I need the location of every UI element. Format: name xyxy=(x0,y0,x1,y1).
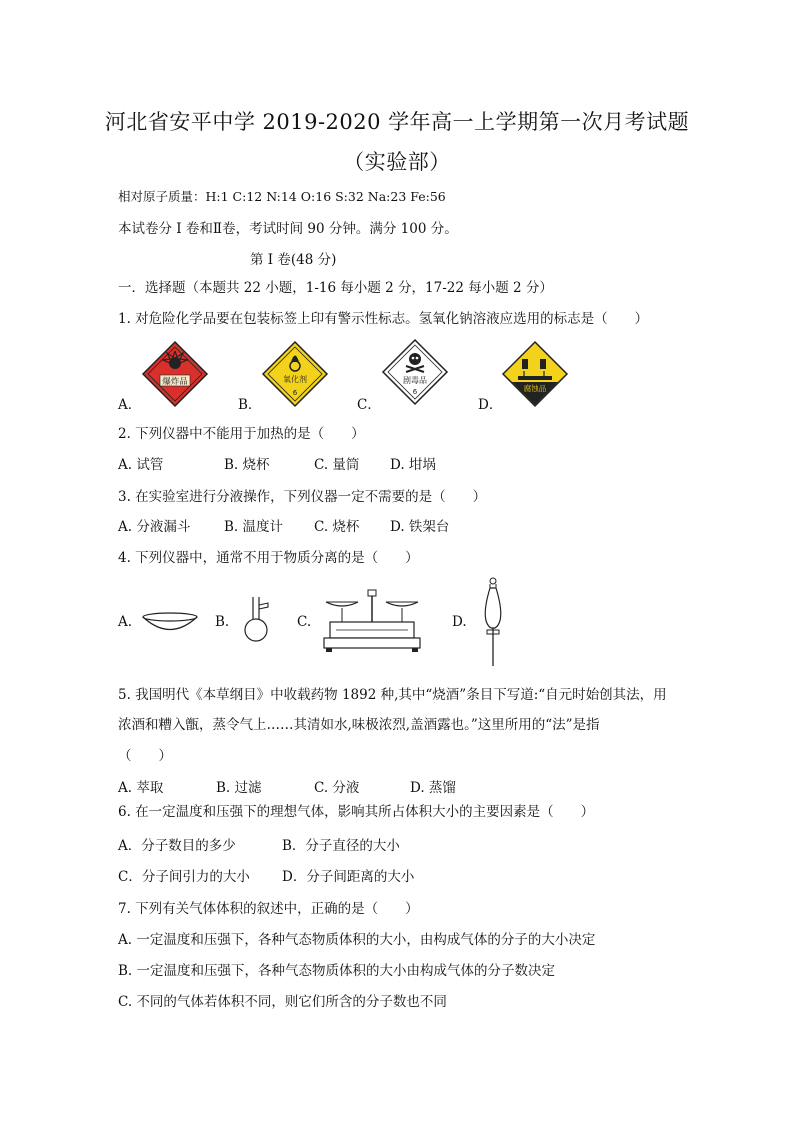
oxidizer-sign-icon xyxy=(262,341,328,407)
q1-option-c-label: C． xyxy=(357,397,381,413)
question-5-line1: 5. 我国明代《本草纲目》中收载药物 1892 种,其中“烧酒”条目下写道:“自元时始创其法，用 xyxy=(118,687,667,703)
q4-option-d-label: D. xyxy=(452,614,467,630)
exam-info: 本试卷分 I 卷和Ⅱ卷，考试时间 90 分钟。满分 100 分。 xyxy=(118,221,458,237)
section-heading: 一．选择题（本题共 22 小题，1-16 每小题 2 分，17-22 每小题 2 分） xyxy=(118,280,553,296)
q4-option-b-label: B. xyxy=(215,614,230,630)
q5-option-b: B. 过滤 xyxy=(216,780,262,796)
flask-icon xyxy=(238,595,274,643)
question-7-stem: 7. 下列有关气体体积的叙述中，正确的是（ ） xyxy=(118,901,419,917)
q5-option-a: A. 萃取 xyxy=(118,780,164,796)
explosive-sign-icon xyxy=(142,341,208,407)
question-2-stem: 2. 下列仪器中不能用于加热的是（ ） xyxy=(118,426,365,442)
oxidizer-sign-class: 6 xyxy=(292,389,298,397)
corrosive-sign-text: 腐蚀品 xyxy=(523,384,547,393)
oxidizer-sign-text: 氧化剂 xyxy=(283,375,307,384)
q1-option-a-label: A． xyxy=(118,397,142,413)
q4-option-a-label: A. xyxy=(118,614,133,630)
q1-option-d-label: D． xyxy=(478,397,503,413)
page-title: 河北省安平中学 2019-2020 学年高一上学期第一次月考试题 xyxy=(104,110,690,134)
q2-option-a: A. 试管 xyxy=(118,457,164,473)
question-5-line3: （ ） xyxy=(118,748,172,764)
balance-scale-icon xyxy=(322,588,422,654)
q3-option-c: C. 烧杯 xyxy=(314,519,360,535)
explosive-sign-text: 爆炸品 xyxy=(162,377,188,387)
q2-option-c: C. 量筒 xyxy=(314,457,360,473)
question-5-line2: 浓酒和糟入甑，蒸令气上……其清如水,味极浓烈,盖酒露也。”这里所用的“法”是指 xyxy=(118,717,600,733)
question-4-stem: 4. 下列仪器中，通常不用于物质分离的是（ ） xyxy=(118,550,419,566)
question-6-stem: 6. 在一定温度和压强下的理想气体，影响其所占体积大小的主要因素是（ ） xyxy=(118,804,595,820)
page-subtitle: （实验部） xyxy=(343,150,451,174)
q7-option-c: C. 不同的气体若体积不同，则它们所含的分子数也不同 xyxy=(118,994,447,1010)
question-1-stem: 1. 对危险化学品要在包装标签上印有警示性标志。氢氧化钠溶液应选用的标志是（ ） xyxy=(118,311,649,327)
q6-option-c: C．分子间引力的大小 xyxy=(118,869,250,885)
q3-option-a: A. 分液漏斗 xyxy=(118,519,191,535)
q4-option-c-label: C. xyxy=(297,614,312,630)
q6-option-b: B．分子直径的大小 xyxy=(282,838,400,854)
toxic-sign-icon xyxy=(382,339,448,405)
q2-option-d: D. 坩埚 xyxy=(390,457,436,473)
q7-option-a: A. 一定温度和压强下，各种气态物质体积的大小，由构成气体的分子的大小决定 xyxy=(118,932,596,948)
evaporating-dish-icon xyxy=(141,612,199,634)
volume-heading: 第 I 卷(48 分) xyxy=(250,252,337,268)
q5-option-d: D. 蒸馏 xyxy=(410,780,456,796)
corrosive-sign-icon xyxy=(502,341,568,407)
q3-option-d: D. 铁架台 xyxy=(390,519,450,535)
separatory-funnel-icon xyxy=(478,576,508,668)
toxic-sign-text: 剧毒品 xyxy=(403,376,427,385)
atomic-masses: 相对原子质量：H:1 C:12 N:14 O:16 S:32 Na:23 Fe:56 xyxy=(118,189,446,204)
q6-option-a: A．分子数目的多少 xyxy=(118,838,236,854)
q1-option-b-label: B． xyxy=(238,397,262,413)
q6-option-d: D．分子间距离的大小 xyxy=(282,869,415,885)
question-3-stem: 3. 在实验室进行分液操作，下列仪器一定不需要的是（ ） xyxy=(118,489,487,505)
q3-option-b: B. 温度计 xyxy=(224,519,284,535)
q5-option-c: C. 分液 xyxy=(314,780,360,796)
q7-option-b: B. 一定温度和压强下，各种气态物质体积的大小由构成气体的分子数决定 xyxy=(118,963,556,979)
q2-option-b: B. 烧杯 xyxy=(224,457,270,473)
toxic-sign-class: 6 xyxy=(412,388,418,396)
